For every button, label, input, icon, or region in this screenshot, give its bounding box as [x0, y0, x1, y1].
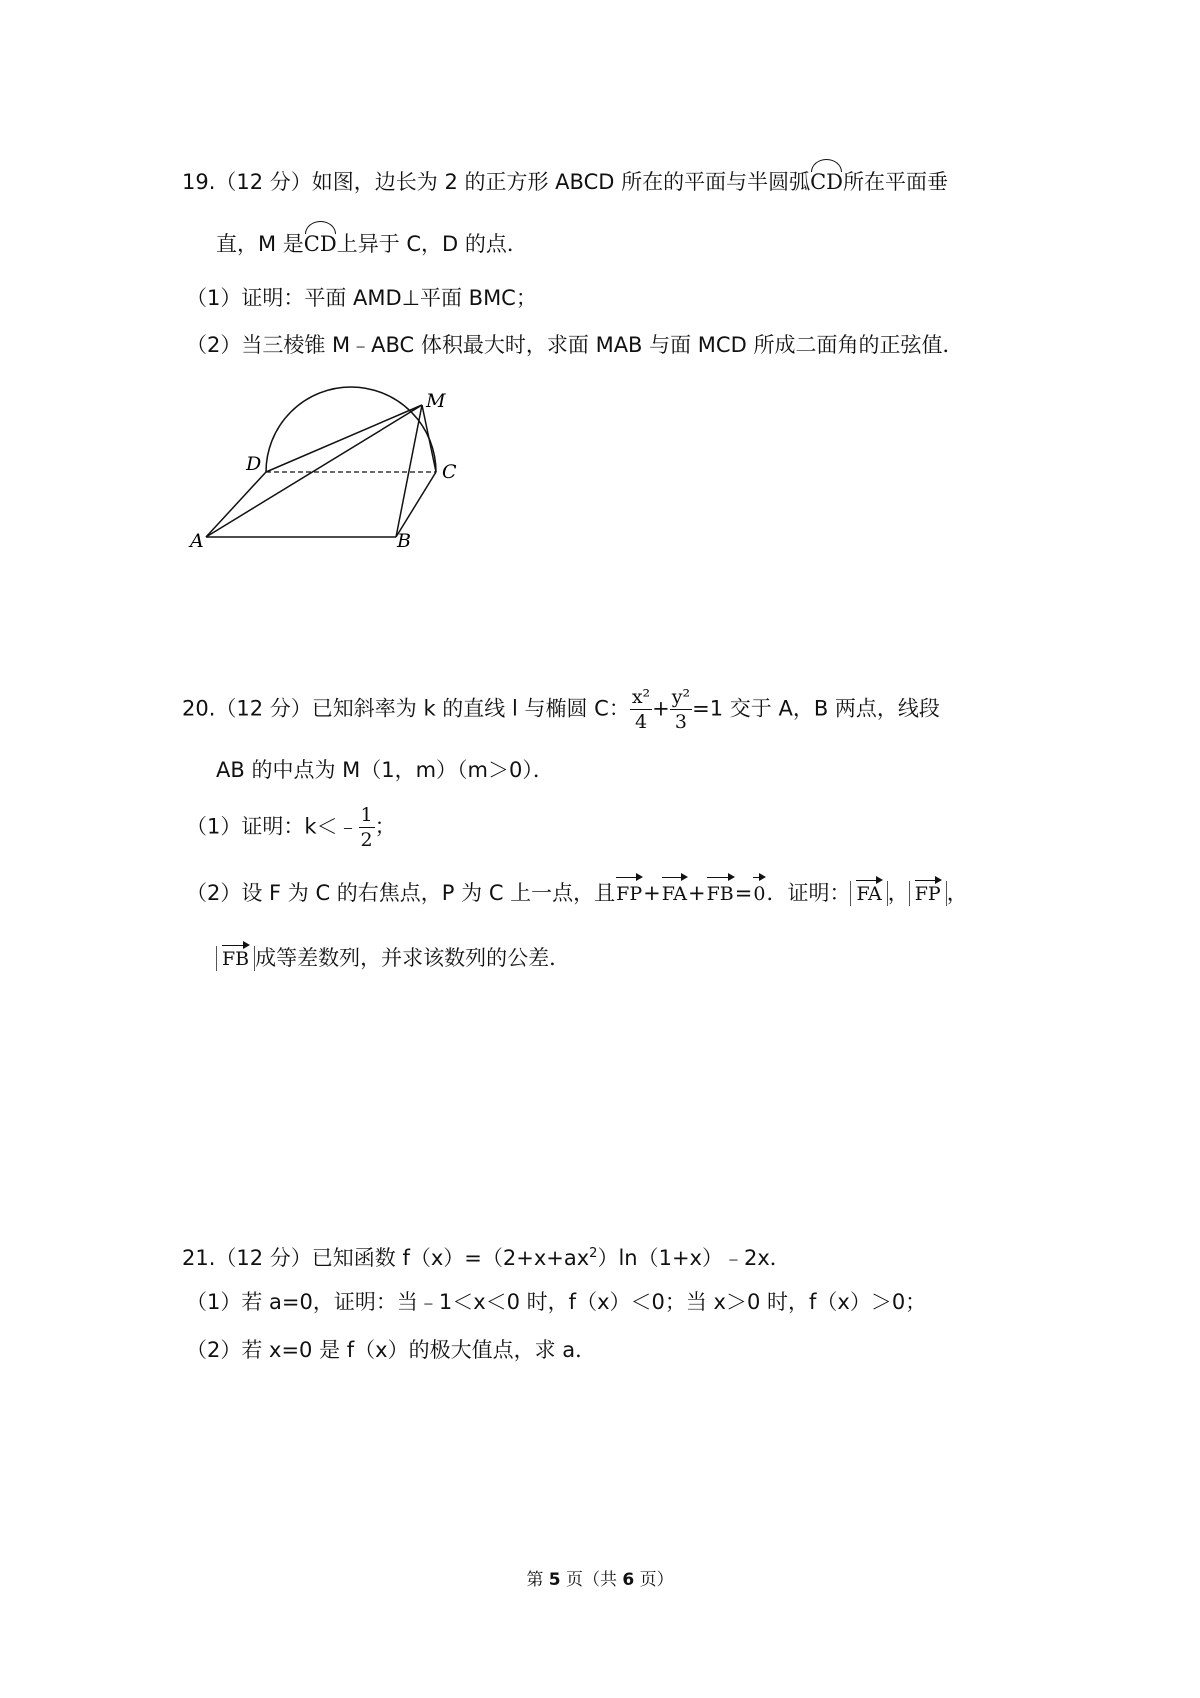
fraction-one-half	[359, 803, 375, 852]
abs-fb	[216, 946, 255, 971]
q19-figure	[180, 365, 480, 555]
q20-text-b: =1 交于 A，B 两点，线段	[692, 696, 940, 721]
vector-fb: FB	[706, 879, 735, 909]
comma: ，	[887, 881, 909, 905]
footer-text-a: 第	[526, 1570, 549, 1590]
q20-line2: AB 的中点为 M（1，m）（m＞0）．	[216, 758, 554, 782]
q19-line2	[216, 225, 528, 259]
q20-line1	[182, 685, 940, 734]
q19-text-b: 所在平面垂	[843, 170, 948, 194]
q20-part1	[186, 803, 396, 852]
fraction-x2-over-4	[630, 685, 652, 734]
q20-part1-text: （1）证明：k＜﹣	[186, 814, 359, 839]
q20-part2-prove: ．证明：	[766, 881, 851, 905]
q21-text-a: 21.（12 分）已知函数 f（x）=（2+x+ax	[182, 1246, 590, 1270]
q19-part1: （1）证明：平面 AMD⊥平面 BMC；	[186, 286, 537, 310]
vector-fp: FP	[914, 883, 941, 905]
label-d: D	[246, 453, 262, 475]
edge-ad	[206, 472, 266, 537]
frac-den: 4	[634, 711, 648, 733]
page-footer	[0, 1565, 1200, 1590]
equals-sign: =	[734, 881, 753, 905]
plus-sign: +	[643, 881, 661, 905]
edge-mc	[422, 405, 436, 472]
q20-part2-cont	[216, 943, 570, 973]
label-m: M	[426, 390, 446, 412]
q21-line1	[182, 1239, 791, 1273]
arc-cd: CD	[810, 163, 843, 197]
frac-num: y²	[671, 686, 691, 708]
fraction-y2-over-3	[670, 685, 692, 734]
vector-zero: 0	[752, 879, 766, 909]
frac-num: 1	[360, 804, 373, 826]
q21-part2: （2）若 x=0 是 f（x）的极大值点，求 a．	[186, 1338, 597, 1362]
q20-part2-text: （2）设 F 为 C 的右焦点，P 为 C 上一点，且	[186, 881, 616, 905]
footer-text-b: 页（共	[560, 1570, 623, 1590]
frac-num: x²	[631, 686, 651, 708]
edge-md	[266, 405, 422, 472]
vector-fa: FA	[661, 879, 688, 909]
q20-part2	[186, 878, 968, 909]
abs-fp	[909, 881, 947, 906]
q19-line1	[182, 163, 948, 197]
edge-ma	[206, 405, 422, 537]
plus-sign: +	[688, 881, 706, 905]
label-b: B	[397, 530, 411, 552]
vector-fa: FA	[856, 883, 882, 905]
frac-den: 2	[360, 829, 373, 851]
q20-part1-end: ；	[374, 814, 396, 839]
comma: ，	[946, 881, 968, 905]
arc-cd-2: CD	[304, 225, 337, 259]
q19-text-a: 19.（12 分）如图，边长为 2 的正方形 ABCD 所在的平面与半圆弧	[182, 170, 811, 194]
vector-fp: FP	[615, 879, 643, 909]
q21-text-b: ）ln（1+x）﹣2x．	[597, 1246, 791, 1270]
q20-part2-end: 成等差数列，并求该数列的公差．	[255, 946, 571, 970]
label-a: A	[190, 530, 204, 552]
label-c: C	[442, 461, 457, 483]
plus-sign: +	[652, 696, 670, 721]
footer-text-c: 页）	[634, 1570, 674, 1590]
total-pages: 6	[622, 1570, 635, 1590]
q19-text-c: 直，M 是	[216, 232, 304, 256]
semicircle-arc	[266, 387, 436, 472]
page-number: 5	[548, 1570, 561, 1590]
vector-fb: FB	[222, 948, 250, 970]
q21-part1: （1）若 a=0，证明：当﹣1＜x＜0 时，f（x）＜0；当 x＞0 时，f（x）＞0；	[186, 1290, 927, 1314]
frac-den: 3	[674, 711, 687, 733]
q20-text-a: 20.（12 分）已知斜率为 k 的直线 l 与椭圆 C：	[182, 696, 630, 721]
q19-text-d: 上异于 C，D 的点．	[336, 232, 528, 256]
q21-superscript: 2	[589, 1246, 598, 1261]
abs-fa	[850, 881, 887, 906]
q19-part2: （2）当三棱锥 M﹣ABC 体积最大时，求面 MAB 与面 MCD 所成二面角的正弦值．	[186, 333, 964, 357]
